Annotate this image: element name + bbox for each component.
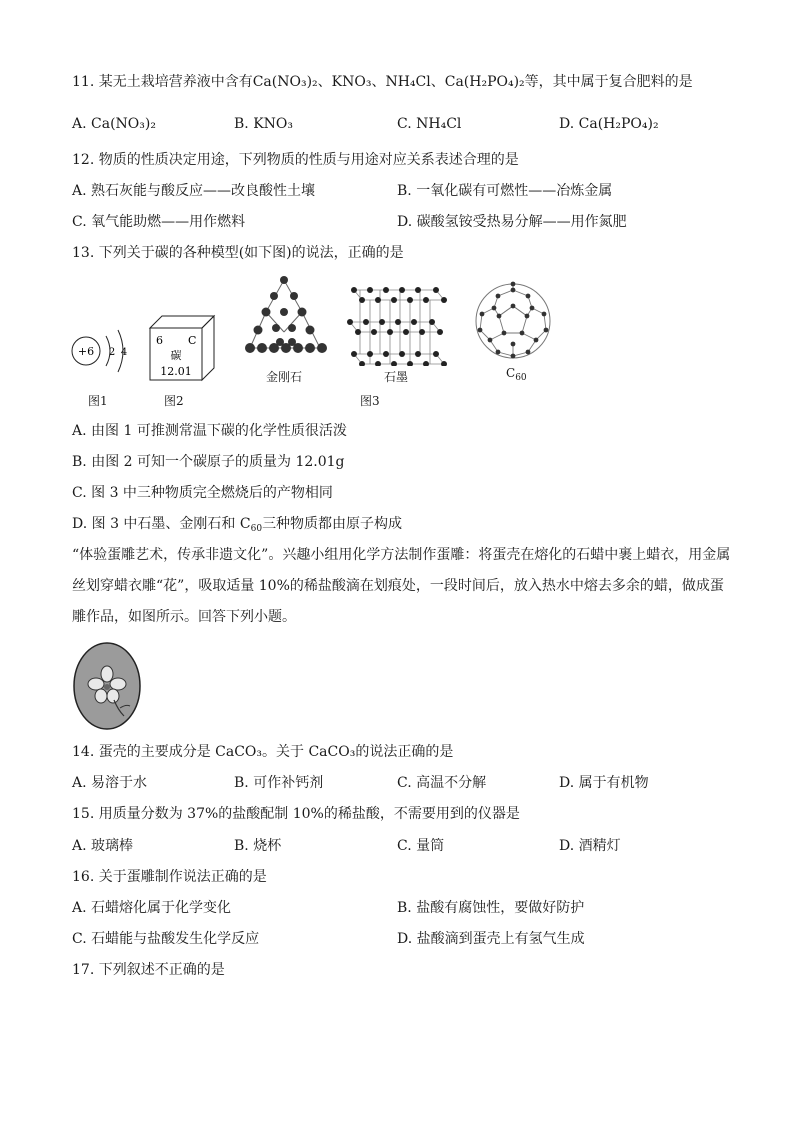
option-c[interactable]: C. 石蜡能与盐酸发生化学反应: [72, 931, 260, 947]
option-b[interactable]: B. 由图 2 可知一个碳原子的质量为 12.01g: [72, 454, 345, 470]
option-c[interactable]: [397, 114, 461, 134]
option-b[interactable]: B. 可作补钙剂: [234, 775, 324, 791]
option-c[interactable]: C. 高温不分解: [397, 775, 487, 791]
option-a[interactable]: [72, 114, 156, 134]
periodic-table-cell: [146, 312, 218, 382]
element-name: 碳: [170, 349, 182, 362]
question-15-stem: 15. 用质量分数为 37%的盐酸配制 10%的稀盐酸，不需要用到的仪器是: [72, 806, 520, 822]
subscript: 60: [250, 524, 263, 534]
shell-1-count: 2: [108, 347, 116, 358]
separator: 、: [430, 74, 445, 90]
c60-structure: [470, 278, 556, 364]
reading-passage: “体验蛋雕艺术，传承非遗文化”。兴趣小组用化学方法制作蛋雕：将蛋壳在熔化的石蜡中裹上蜡衣，用金属丝划穿蜡衣雕“花”，吸取适量 10%的稀盐酸滴在划痕处，一段时间后，放入热水中熔去多余的蜡，做成蛋雕作品，如图所示。回答下列小题。: [72, 547, 731, 625]
option-b[interactable]: B. 一氧化碳有可燃性——冶炼金属: [397, 183, 613, 199]
cell-side-face: [202, 316, 214, 380]
diamond-label: 金刚石: [266, 370, 303, 384]
egg-carving-image: [72, 640, 144, 732]
option-text: 三种物质都由原子构成: [262, 516, 403, 532]
option-d[interactable]: [72, 514, 402, 539]
option-d[interactable]: D. 酒精灯: [559, 838, 621, 854]
option-a[interactable]: A. 由图 1 可推测常温下碳的化学性质很活泼: [72, 423, 347, 439]
element-symbol: C: [188, 334, 197, 347]
figure-3-label: 图3: [360, 394, 380, 408]
shell-2-count: 4: [120, 347, 128, 358]
question-number: 11.: [72, 74, 95, 90]
stem-text: 等，其中属于复合肥料的是: [524, 74, 693, 90]
question-16-stem: 16. 关于蛋雕制作说法正确的是: [72, 869, 267, 885]
formula-kno3: KNO₃: [331, 74, 372, 90]
option-text: Ca(NO₃)₂: [91, 116, 156, 132]
atom-structure-diagram: [68, 318, 138, 382]
option-text: NH₄Cl: [416, 116, 462, 132]
option-a[interactable]: A. 石蜡熔化属于化学变化: [72, 900, 232, 916]
atomic-mass: 12.01: [160, 365, 192, 378]
option-d[interactable]: D. 碳酸氢铵受热易分解——用作氮肥: [397, 214, 627, 230]
option-letter: C.: [397, 116, 412, 132]
atomic-number: 6: [156, 334, 163, 347]
stem-text: 某无土栽培营养液中含有: [98, 74, 253, 90]
diamond-structure: [236, 272, 332, 364]
separator: 、: [371, 74, 386, 90]
option-b[interactable]: B. 盐酸有腐蚀性，要做好防护: [397, 900, 585, 916]
question-13-stem: 13. 下列关于碳的各种模型(如下图)的说法，正确的是: [72, 245, 404, 261]
option-c[interactable]: C. 氧气能助燃——用作燃料: [72, 214, 246, 230]
c60-symbol: C: [506, 366, 516, 380]
option-b[interactable]: [234, 114, 293, 134]
option-d[interactable]: D. 属于有机物: [559, 775, 649, 791]
question-12-stem: 12. 物质的性质决定用途，下列物质的性质与用途对应关系表述合理的是: [72, 152, 519, 168]
option-a[interactable]: A. 玻璃棒: [72, 838, 134, 854]
option-text: KNO₃: [253, 116, 294, 132]
option-letter: D.: [559, 116, 575, 132]
question-17-stem: 17. 下列叙述不正确的是: [72, 962, 225, 978]
option-d[interactable]: [559, 114, 659, 134]
option-a[interactable]: A. 熟石灰能与酸反应——改良酸性土壤: [72, 183, 316, 199]
option-c[interactable]: C. 量筒: [397, 838, 445, 854]
figure-1-label: 图1: [88, 394, 108, 408]
question-14-stem: 14. 蛋壳的主要成分是 CaCO₃。关于 CaCO₃的说法正确的是: [72, 744, 454, 760]
formula-nh4cl: NH₄Cl: [385, 74, 431, 90]
nucleus-charge: +6: [77, 345, 95, 358]
formula-ca-no3-2: Ca(NO₃)₂: [252, 74, 318, 90]
c60-subscript: 60: [515, 373, 527, 383]
option-c[interactable]: C. 图 3 中三种物质完全燃烧后的产物相同: [72, 485, 333, 501]
option-text: D. 图 3 中石墨、金刚石和 C: [72, 516, 251, 532]
graphite-label: 石墨: [384, 370, 409, 384]
separator: 、: [317, 74, 332, 90]
graphite-structure: [340, 278, 450, 366]
figure-2-label: 图2: [164, 394, 184, 408]
option-text: Ca(H₂PO₄)₂: [578, 116, 659, 132]
option-letter: A.: [72, 116, 87, 132]
option-a[interactable]: A. 易溶于水: [72, 775, 148, 791]
formula-ca-h2po4-2: Ca(H₂PO₄)₂: [444, 74, 525, 90]
option-letter: B.: [234, 116, 249, 132]
option-d[interactable]: D. 盐酸滴到蛋壳上有氢气生成: [397, 931, 585, 947]
option-b[interactable]: B. 烧杯: [234, 838, 282, 854]
question-11-stem: [72, 72, 693, 92]
c60-label: [506, 366, 527, 383]
